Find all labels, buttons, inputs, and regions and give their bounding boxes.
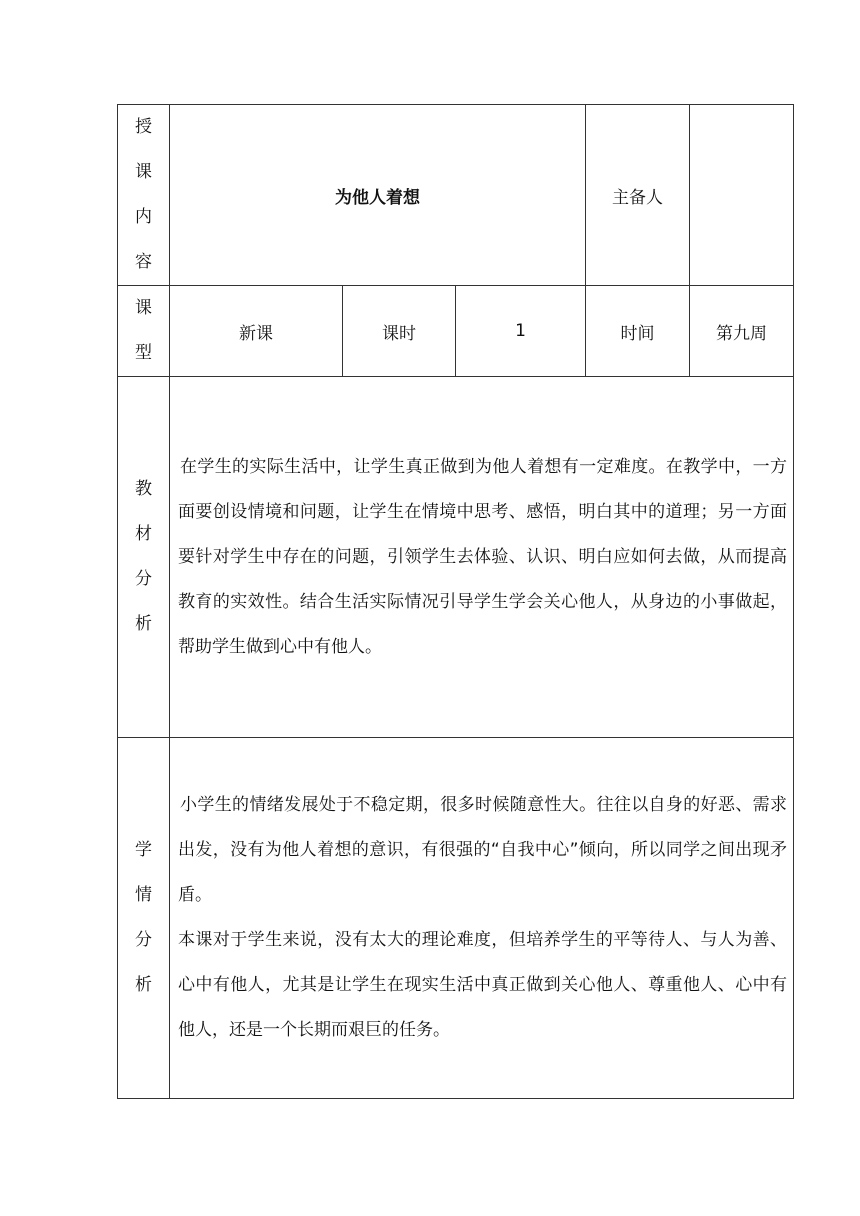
learner-analysis-content: [170, 738, 794, 1099]
time-label: 时间: [586, 286, 690, 377]
lesson-type-label: 课 型: [118, 286, 170, 377]
material-analysis-label: 教 材 分 析: [118, 377, 170, 738]
meta-row: [118, 286, 794, 377]
header-row: [118, 105, 794, 286]
learner-analysis-row: [118, 738, 794, 1099]
preparer-value: [690, 105, 794, 286]
material-analysis-row: [118, 377, 794, 738]
preparer-label: 主备人: [586, 105, 690, 286]
lesson-plan-table: [117, 104, 794, 1099]
material-analysis-text: 在学生的实际生活中，让学生真正做到为他人着想有一定难度。在教学中，一方面要创设情境和问题，让学生在情境中思考、感悟，明白其中的道理；另一方面要针对学生中存在的问题，引领学生去体验、认识、明白应如何去做，从而提高教育的实效性。结合生活实际情况引导学生学会关心他人，从身边的小事做起，帮助学生做到心中有他人。: [178, 456, 788, 657]
content-label: 授 课 内 容: [118, 105, 170, 286]
lesson-type-value: 新课: [170, 286, 343, 377]
time-value: 第九周: [690, 286, 794, 377]
period-value: 1: [456, 286, 586, 377]
learner-analysis-paragraph-1: 小学生的情绪发展处于不稳定期，很多时候随意性大。往往以自身的好恶、需求出发，没有为他人着想的意识，有很强的“自我中心”倾向，所以同学之间出现矛盾。: [178, 795, 788, 905]
lesson-title: 为他人着想: [170, 105, 586, 286]
learner-analysis-paragraph-2: 本课对于学生来说，没有太大的理论难度，但培养学生的平等待人、与人为善、心中有他人，尤其是让学生在现实生活中真正做到关心他人、尊重他人、心中有他人，还是一个长期而艰巨的任务。: [178, 930, 788, 1040]
learner-analysis-label: 学 情 分 析: [118, 738, 170, 1099]
material-analysis-content: [170, 377, 794, 738]
period-label: 课时: [343, 286, 456, 377]
